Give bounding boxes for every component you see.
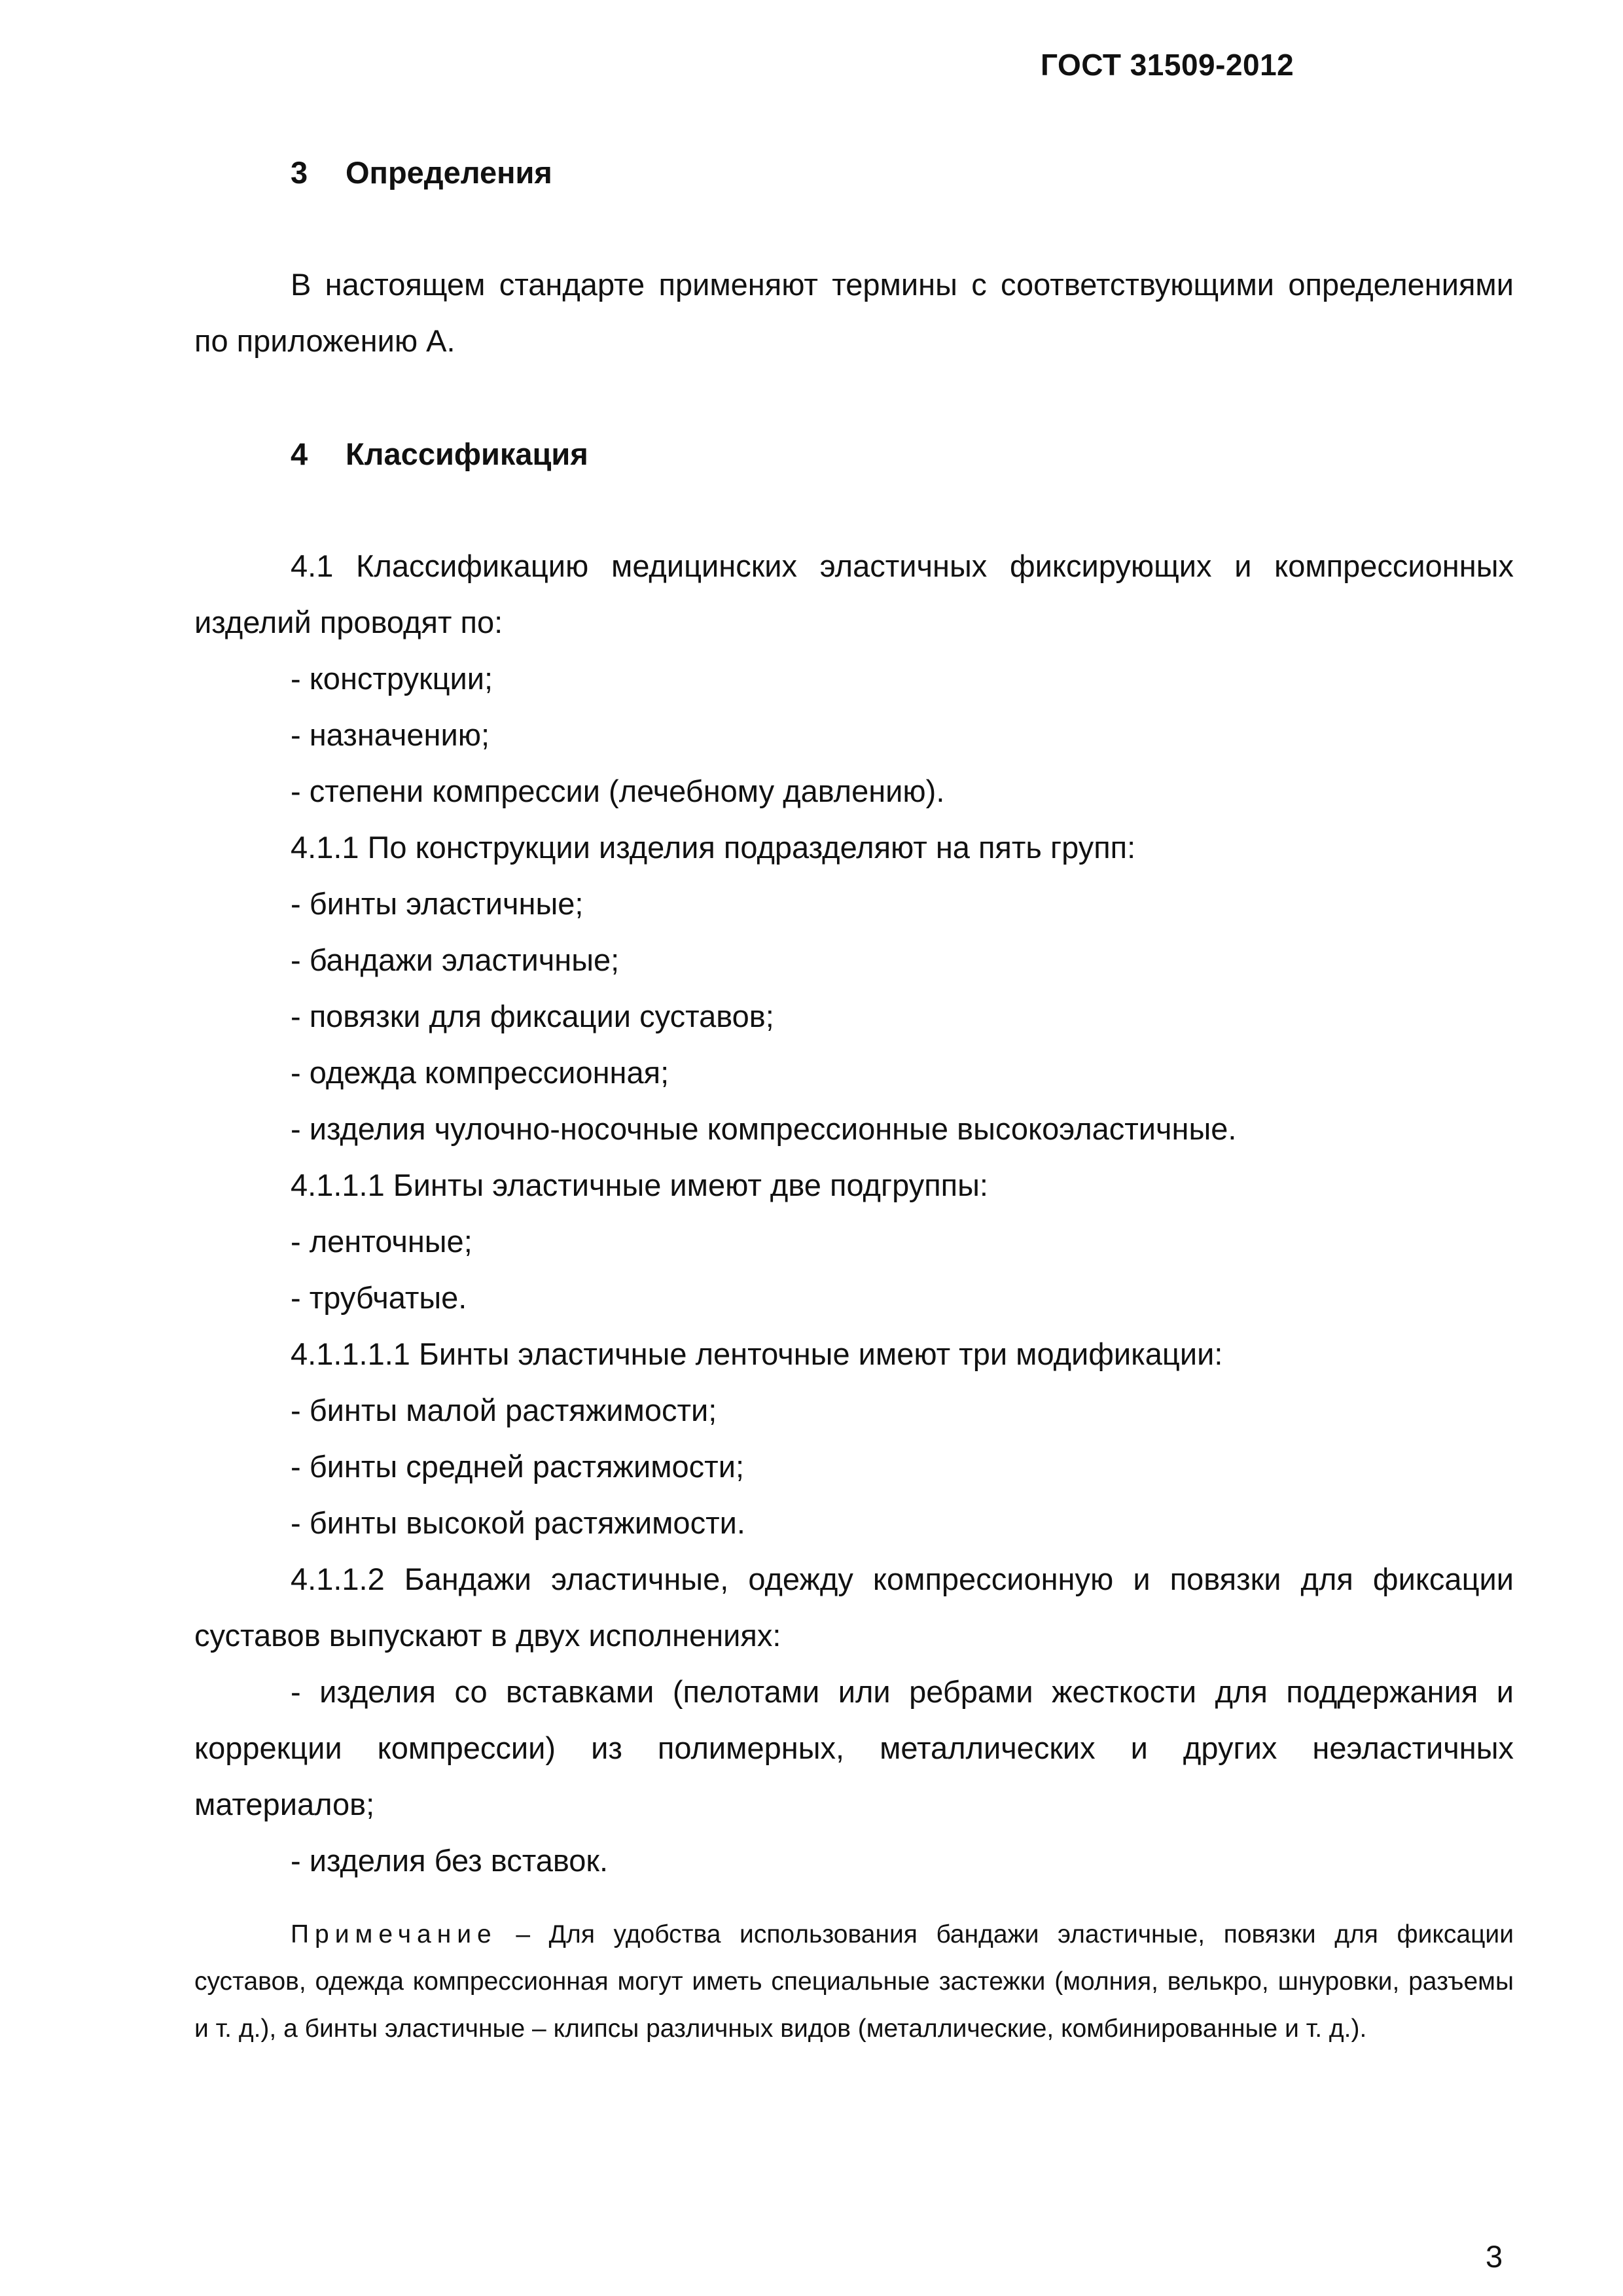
clause-4-1: 4.1 Классификацию медицинских эластичных фиксирующих и компрессионных изделий проводят по: [194, 548, 1514, 639]
note-paragraph [194, 1911, 1514, 2053]
section-4-number: 4 [291, 437, 308, 471]
list-item-with-inserts: - изделия со вставками (пелотами или ребрами жесткости для поддержания и коррекции компрессии) из полимерных, металлических и других неэластичных материалов; [194, 1674, 1514, 1821]
section-4-heading [291, 436, 588, 472]
list-item: - повязки для фиксации суставов; [291, 999, 774, 1033]
section-3-heading [291, 154, 552, 190]
list-item: - степени компрессии (лечебному давлению). [291, 774, 945, 808]
note-label: Примечание [291, 1920, 497, 1948]
clause-4-1-1-2: 4.1.1.2 Бандажи эластичные, одежду компрессионную и повязки для фиксации суставов выпускают в двух исполнениях: [194, 1562, 1514, 1653]
section-3-paragraph: В настоящем стандарте применяют термины с соответствующими определениями по приложению А. [194, 267, 1514, 358]
section-3-title: Определения [346, 155, 552, 190]
list-item: - бинты малой растяжимости; [291, 1393, 717, 1427]
clause-4-1-1: 4.1.1 По конструкции изделия подразделяют на пять групп: [291, 830, 1136, 865]
list-item: - бандажи эластичные; [291, 942, 620, 977]
section-3-number: 3 [291, 155, 308, 190]
list-item: - одежда компрессионная; [291, 1055, 669, 1090]
list-item: - бинты эластичные; [291, 886, 584, 921]
page-number: 3 [1486, 2239, 1503, 2274]
section-4-body [194, 538, 1514, 1889]
section-3-body [194, 257, 1514, 369]
list-item: - ленточные; [291, 1224, 473, 1259]
list-item: - изделия чулочно-носочные компрессионные высокоэластичные. [291, 1111, 1237, 1146]
list-item: - конструкции; [291, 661, 493, 696]
list-item: - бинты средней растяжимости; [291, 1449, 745, 1484]
list-item: - трубчатые. [291, 1280, 467, 1315]
clause-4-1-1-1: 4.1.1.1 Бинты эластичные имеют две подгруппы: [291, 1168, 988, 1202]
list-item-without-inserts: - изделия без вставок. [291, 1843, 609, 1878]
section-4-title: Классификация [346, 437, 588, 471]
clause-4-1-1-1-1: 4.1.1.1.1 Бинты эластичные ленточные имеют три модификации: [291, 1336, 1223, 1371]
page-header: ГОСТ 31509-2012 [1041, 48, 1294, 82]
list-item: - назначению; [291, 717, 490, 752]
list-item: - бинты высокой растяжимости. [291, 1505, 745, 1540]
note-text: – Для удобства использования бандажи эластичные, повязки для фиксации суставов, одежда компрессионная могут иметь специальные застежки (молния, велькро, шнуровки, разъемы и т. д.), а бинты эластичные – клипсы различных видов (металлические, комбинированные и т. д.). [194, 1920, 1514, 2043]
